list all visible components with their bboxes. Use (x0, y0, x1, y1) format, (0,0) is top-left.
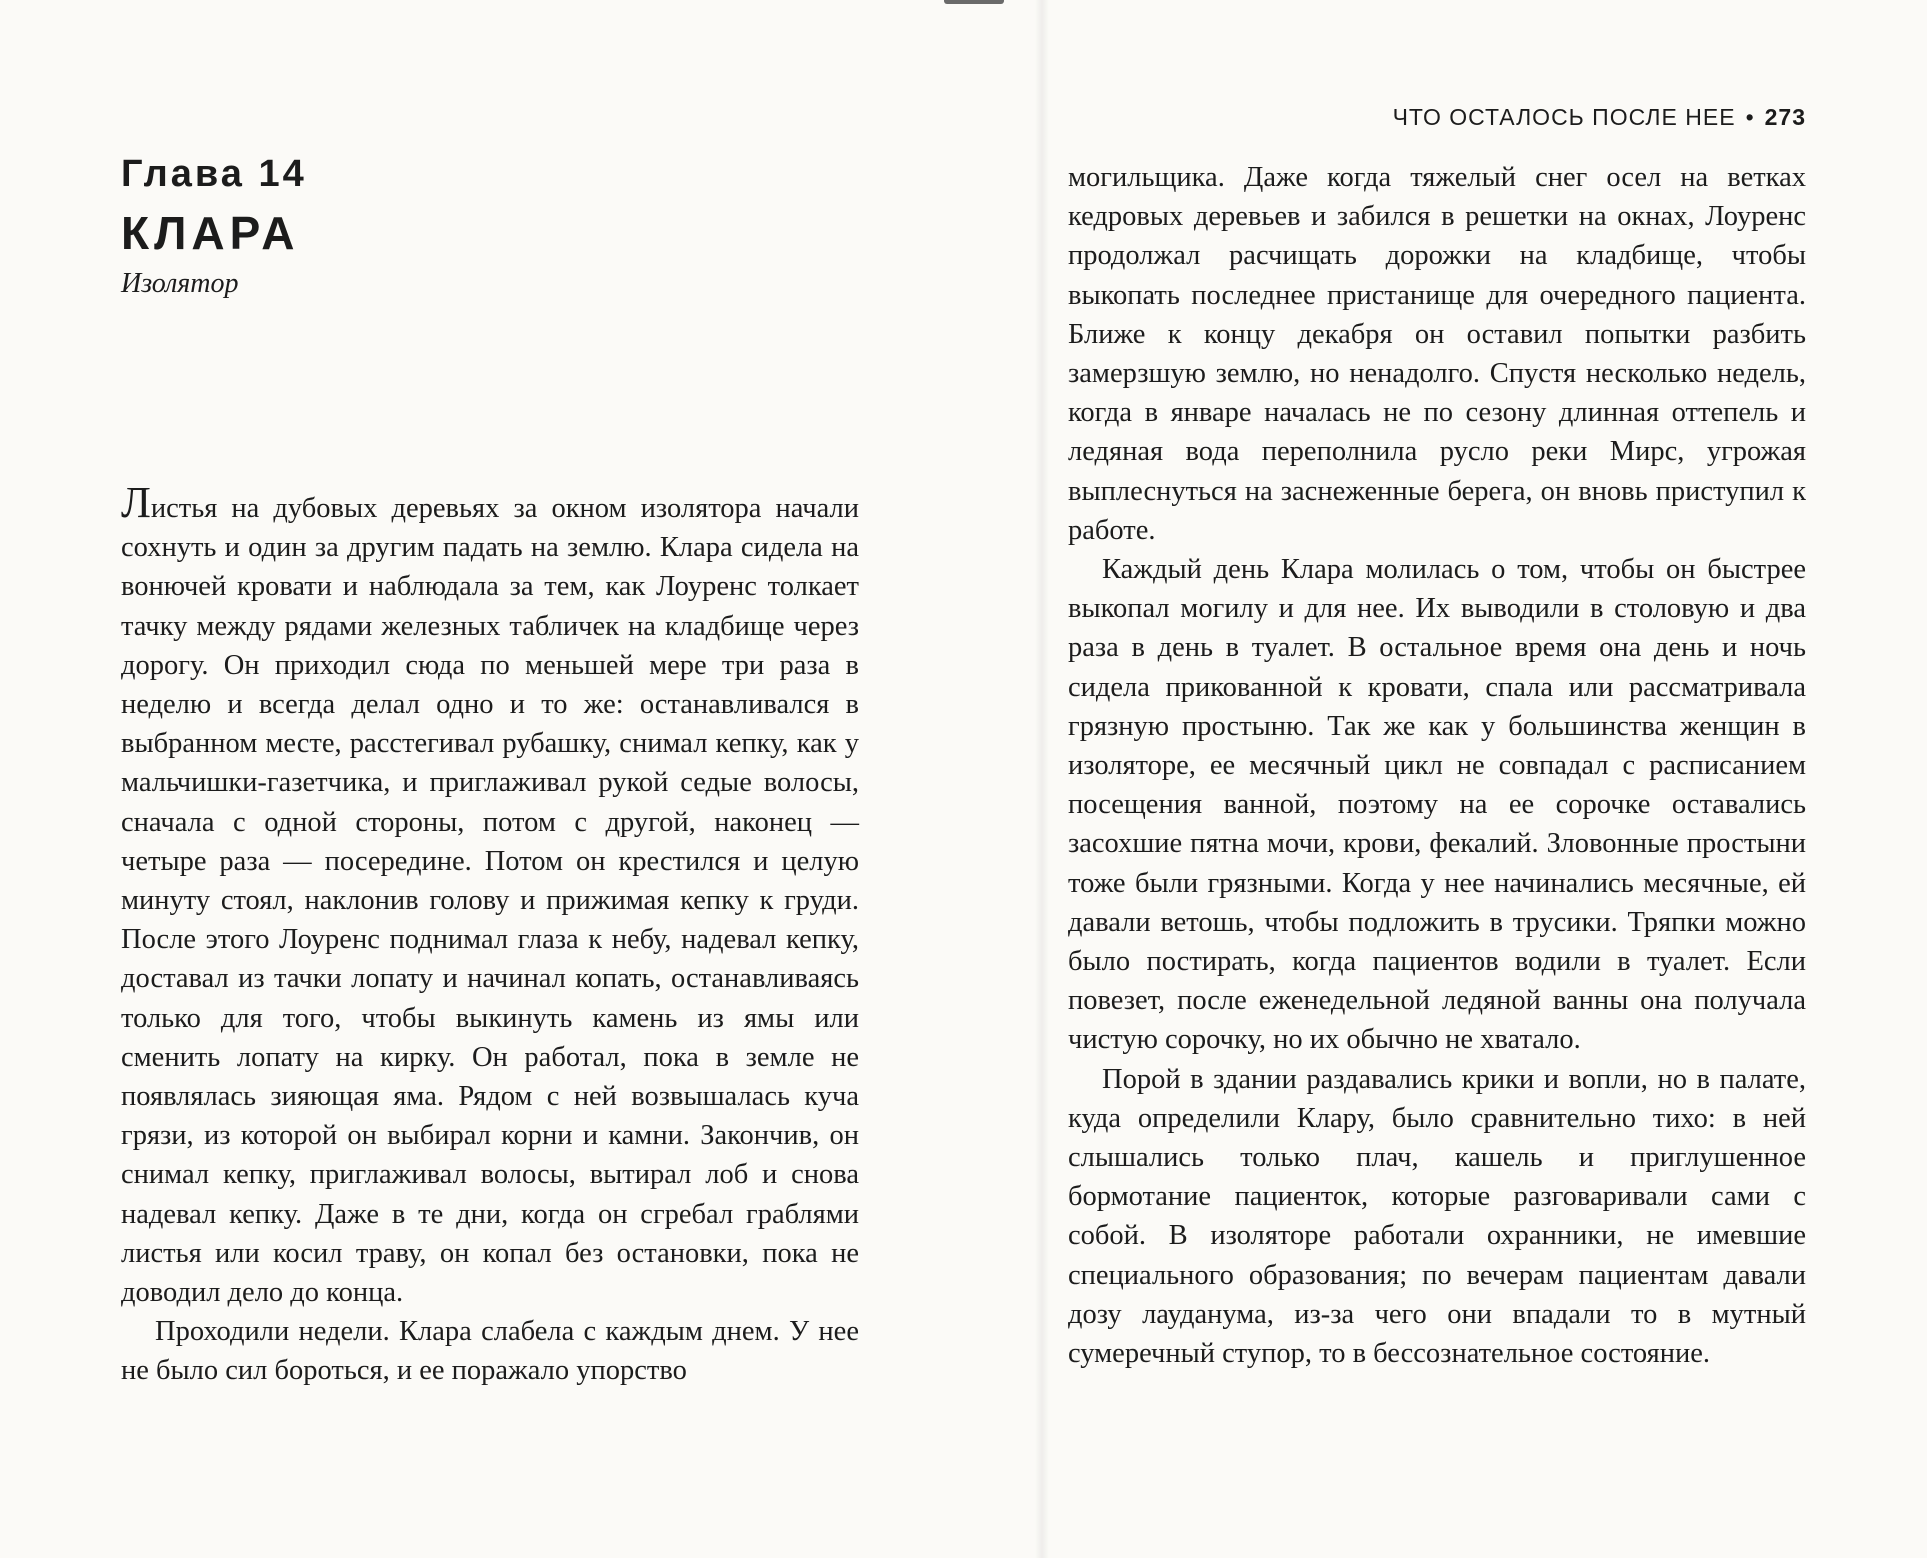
right-paragraph-1: могильщика. Даже когда тяжелый снег осел на ветках кедровых деревьев и забился в решетки на окнах, Лоуренс продолжал расчищать дорожки на кладбище, чтобы выкопать последнее пристанище для очередного пациента. Ближе к концу декабря он оставил попытки разбить замерзшую землю, но ненадолго. Спустя несколько недель, когда в январе началась не по сезону длинная оттепель и ледяная вода переполнила русло реки Мирс, угрожая выплеснуться на заснеженные берега, он вновь приступил к работе. (1068, 162, 1806, 546)
right-paragraph-2: Каждый день Клара молилась о том, чтобы он быстрее выкопал могилу и для нее. Их выводили в столовую и два раза в день в туалет. В остальное время она день и ночь сидела прикованной к кровати, спала или рассматривала грязную простыню. Так же как у большинства женщин в изоляторе, ее месячный цикл не совпадал с расписанием посещения ванной, поэтому на ее сорочке оставались засохшие пятна мочи, крови, фекалий. Зловонные простыни тоже были грязными. Когда у нее начинались месячные, ей давали ветошь, чтобы подложить в трусики. Тряпки можно было постирать, когда пациентов водили в туалет. Если повезет, после еженедельной ледяной ванны она получала чистую сорочку, но их обычно не хватало. (1068, 554, 1806, 1056)
left-page (121, 150, 859, 1391)
book-gutter (1035, 0, 1049, 1558)
left-paragraph-1-text: истья на дубовых деревьях за окном изолятора начали сохнуть и один за другим падать на землю. Клара сидела на вонючей кровати и наблюдала за тем, как Лоуренс толкает тачку между рядами железных табличек на кладбище через дорогу. Он приходил сюда по меньшей мере три раза в неделю и всегда делал одно и то же: останавливался в выбранном месте, расстегивал рубашку, снимал кепку, как у мальчишки-газетчика, и приглаживал рукой седые волосы, сначала с одной стороны, потом с другой, наконец — четыре раза — посередине. Потом он крестился и целую минуту стоял, наклонив голову и прижимая кепку к груди. После этого Лоуренс поднимал глаза к небу, надевал кепку, доставал из тачки лопату и начинал копать, останавливаясь только для того, чтобы выкинуть камень из ямы или сменить лопату на кирку. Он работал, пока в земле не появлялась зияющая яма. Рядом с ней возвышалась куча грязи, из которой он выбирал корни и камни. Закончив, он снимал кепку, приглаживал волосы, вытирал лоб и снова надевал кепку. Даже в те дни, когда он сгребал граблями листья или косил траву, он копал без остановки, пока не доводил дело до конца. (121, 493, 859, 1309)
chapter-spacer (121, 302, 859, 488)
running-head (1393, 104, 1806, 131)
left-paragraph-1 (121, 478, 859, 1312)
right-paragraph-3: Порой в здании раздавались крики и вопли, но в палате, куда определили Клару, было сравнительно тихо: в ней слышались только плач, кашель и приглушенное бормотание пациенток, которые разговаривали сами с собой. В изоляторе работали охранники, не имевшие специального образования; по вечерам пациентам давали дозу лауданума, из-за чего они впадали то в мутный сумеречный ступор, то в бессознательное состояние. (1068, 1063, 1806, 1370)
page-number: 273 (1764, 104, 1806, 130)
chapter-title: КЛАРА (121, 207, 300, 259)
top-edge-mark (944, 0, 1004, 4)
chapter-subtitle: Изолятор (121, 268, 239, 299)
right-page (1068, 158, 1806, 1373)
left-paragraph-2: Проходили недели. Клара слабела с каждым днем. У нее не было сил бороться, и ее поражало упорство (121, 1316, 859, 1387)
running-head-title: ЧТО ОСТАЛОСЬ ПОСЛЕ НЕЕ (1392, 104, 1736, 130)
running-head-bullet: • (1745, 104, 1755, 130)
chapter-label: Глава 14 (121, 153, 307, 195)
drop-cap: Л (121, 478, 151, 527)
